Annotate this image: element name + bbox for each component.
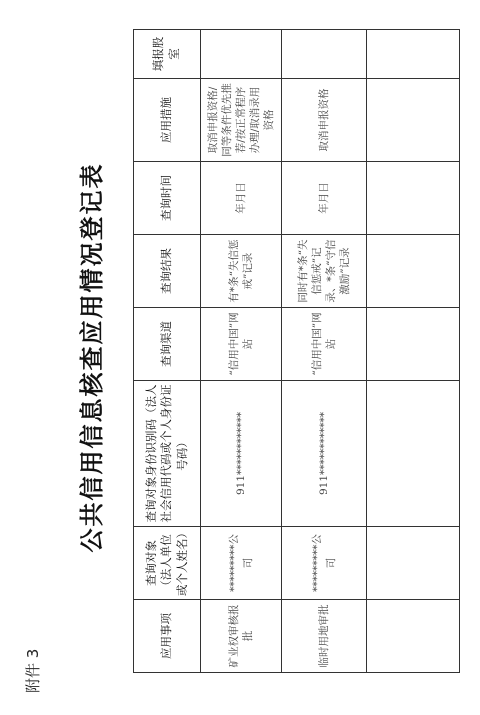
cell-reporting-office xyxy=(201,30,282,79)
cell-application-item xyxy=(367,600,460,673)
cell-query-channel xyxy=(367,308,460,381)
cell-application-item: 矿业权审核报批 xyxy=(201,600,282,673)
cell-measures: 取消申报资格/同等条件优先推荐/按正常程序办理/取消录用资格 xyxy=(201,79,282,162)
credit-check-registration-table xyxy=(133,29,460,673)
cell-identification-code: 911************ xyxy=(282,381,367,527)
cell-query-target: *********公司 xyxy=(282,527,367,600)
table-row xyxy=(282,30,367,673)
cell-query-channel: “信用中国”网站 xyxy=(282,308,367,381)
cell-identification-code: 911************ xyxy=(201,381,282,527)
cell-query-time xyxy=(367,162,460,235)
cell-query-time: 年月日 xyxy=(201,162,282,235)
header-query-channel: 查询渠道 xyxy=(134,308,201,381)
cell-query-target xyxy=(367,527,460,600)
cell-query-result: 有*条“失信惩戒”记录 xyxy=(201,235,282,308)
cell-reporting-office xyxy=(282,30,367,79)
header-query-time: 查询时间 xyxy=(134,162,201,235)
cell-query-time: 年月日 xyxy=(282,162,367,235)
header-measures: 应用措施 xyxy=(134,79,201,162)
header-identification-code: 查询对象身份识别码（法人社会信用代码或个人身份证号码） xyxy=(134,381,201,527)
header-query-result: 查询结果 xyxy=(134,235,201,308)
header-application-item: 应用事项 xyxy=(134,600,201,673)
header-reporting-office: 填报股室 xyxy=(134,30,201,79)
header-query-target: 查询对象（法人单位或个人姓名） xyxy=(134,527,201,600)
cell-query-target: *********公司 xyxy=(201,527,282,600)
cell-application-item: 临时用地审批 xyxy=(282,600,367,673)
cell-identification-code xyxy=(367,381,460,527)
cell-query-channel: “信用中国”网站 xyxy=(201,308,282,381)
table-row xyxy=(201,30,282,673)
attachment-label: 附件 3 xyxy=(24,648,42,693)
cell-measures: 取消申报资格 xyxy=(282,79,367,162)
cell-query-result xyxy=(367,235,460,308)
table-header-row xyxy=(134,30,201,673)
cell-measures xyxy=(367,79,460,162)
cell-reporting-office xyxy=(367,30,460,79)
cell-query-result: 同时有*条“失信惩戒”记录、*条“守信激励”记录 xyxy=(282,235,367,308)
page-title: 公共信用信息核查应用情况登记表 xyxy=(77,162,106,553)
table-row xyxy=(367,30,460,673)
